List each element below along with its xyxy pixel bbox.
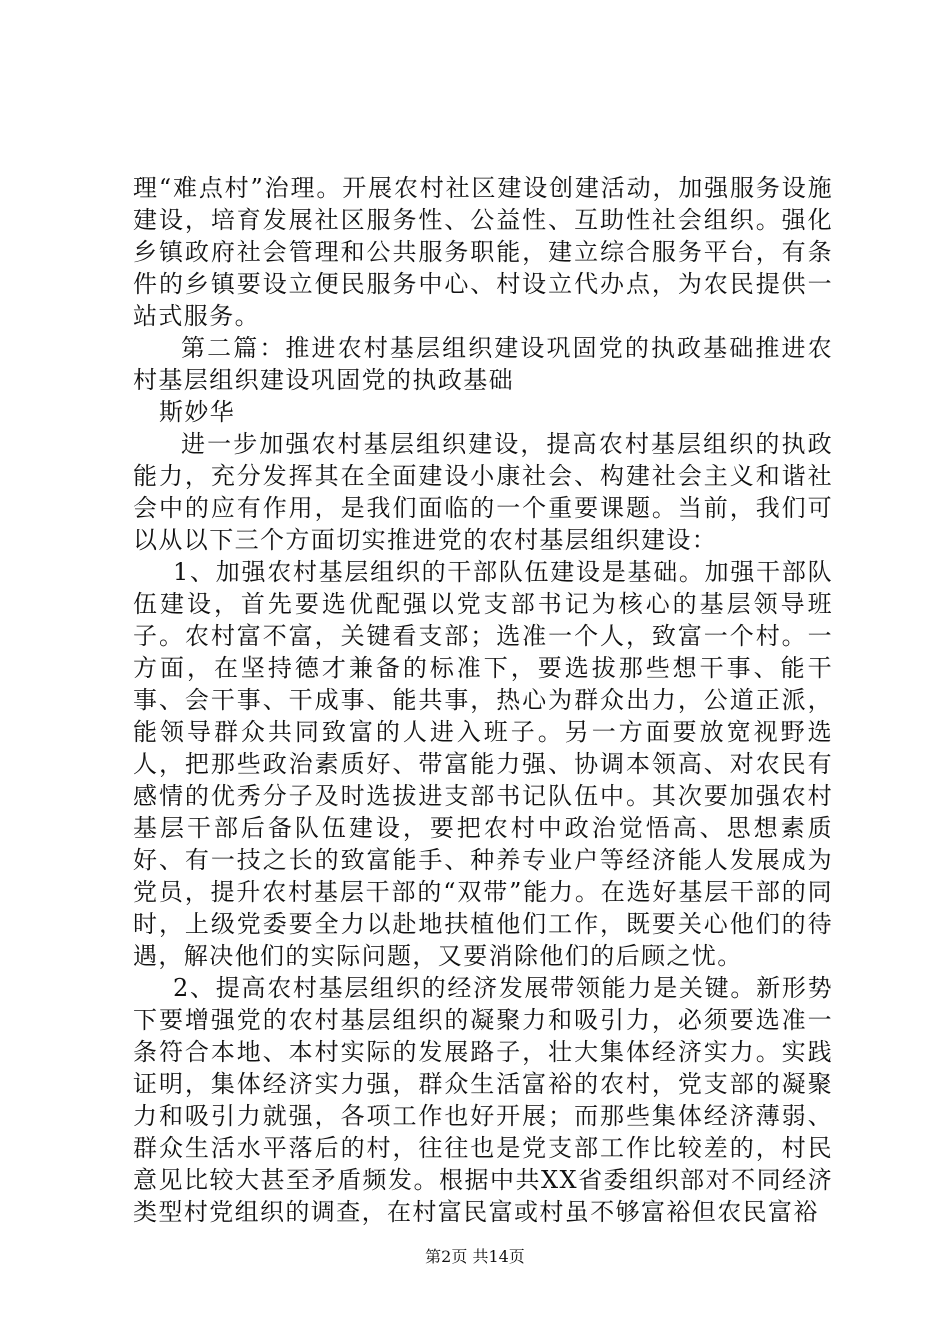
paragraph-point-2: 2、提高农村基层组织的经济发展带领能力是关键。新形势下要增强党的农村基层组织的凝聚力和吸引力，必须要选准一条符合本地、本村实际的发展路子，壮大集体经济实力。实践证明，集体经济实力强，群众生活富裕的农村，党支部的凝聚力和吸引力就强，各项工作也好开展；而那些集体经济薄弱、群众生活水平落后的村，往往也是党支部工作比较差的，村民意见比较大甚至矛盾频发。根据中共XX省委组织部对不同经济类型村党组织的调查，在村富民富或村虽不够富裕但农民富裕 [133,974,833,1226]
paragraph-1: 理“难点村”治理。开展农村社区建设创建活动，加强服务设施建设，培育发展社区服务性、公益性、互助性社会组织。强化乡镇政府社会管理和公共服务职能，建立综合服务平台，有条件的乡镇要设立便民服务中心、村设立代办点，为农民提供一站式服务。 [133,174,833,330]
paragraph-intro: 进一步加强农村基层组织建设，提高农村基层组织的执政能力，充分发挥其在全面建设小康社会、构建社会主义和谐社会中的应有作用，是我们面临的一个重要课题。当前，我们可以从以下三个方面切实推进党的农村基层组织建设： [133,430,833,554]
author-name: 斯妙华 [159,398,236,426]
paragraph-point-1: 1、加强农村基层组织的干部队伍建设是基础。加强干部队伍建设，首先要选优配强以党支部书记为核心的基层领导班子。农村富不富，关键看支部；选准一个人，致富一个村。一方面，在坚持德才兼备的标准下，要选拔那些想干事、能干事、会干事、干成事、能共事，热心为群众出力，公道正派，能领导群众共同致富的人进入班子。另一方面要放宽视野选人，把那些政治素质好、带富能力强、协调本领高、对农民有感情的优秀分子及时选拔进支部书记队伍中。其次要加强农村基层干部后备队伍建设，要把农村中政治觉悟高、思想素质好、有一技之长的致富能手、种养专业户等经济能人发展成为党员，提升农村基层干部的“双带”能力。在选好基层干部的同时，上级党委要全力以赴地扶植他们工作，既要关心他们的待遇，解决他们的实际问题，又要消除他们的后顾之忧。 [133,558,833,970]
section-heading: 第二篇：推进农村基层组织建设巩固党的执政基础推进农村基层组织建设巩固党的执政基础 [133,334,833,394]
document-body [133,172,833,1228]
page-footer: 第2页 共14页 [425,1247,525,1266]
